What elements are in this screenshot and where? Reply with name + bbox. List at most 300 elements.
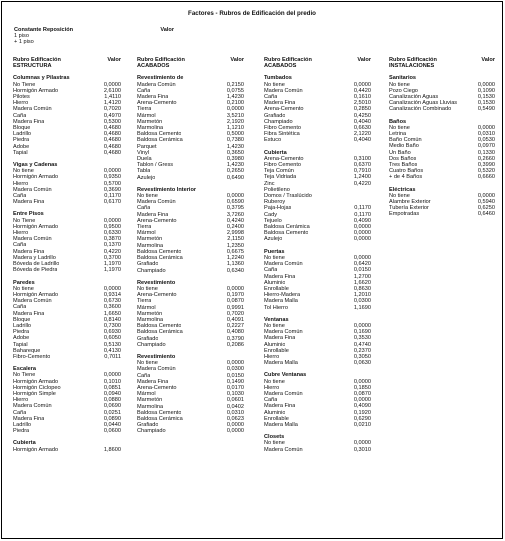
row-value: 0,6660 (477, 174, 495, 181)
row-label: Hormigón Armado (13, 223, 59, 230)
row-label: Champiado (137, 428, 166, 435)
row-value: 0,3010 (353, 446, 371, 453)
column-header-labels (137, 57, 185, 69)
row-value: 0,0940 (103, 390, 121, 397)
column-header-category: ESTRUCTURA (13, 63, 52, 70)
row-label: Domos / Traslúcido (264, 193, 312, 200)
row-value: 0,1920 (353, 409, 371, 416)
row-label: Madera Común (137, 366, 176, 373)
row-label: Hormigón Ciclopeo (13, 384, 61, 391)
row-value: 0,0000 (103, 285, 121, 292)
row-value: 0,0000 (353, 230, 371, 237)
row-label: Cuatro Baños (389, 168, 424, 175)
row-label: Mármol (137, 304, 156, 311)
row-value: 0,4420 (353, 87, 371, 94)
row-label: Piedra (13, 329, 30, 336)
row-value: 0,0000 (353, 378, 371, 385)
row-value: 0,0000 (353, 224, 371, 231)
row-label: Un Baño (389, 149, 411, 156)
column-header-title: Rubro Edificación (13, 57, 61, 63)
row-label: No tiene (264, 81, 285, 88)
row-label: Teja Vidriada (264, 174, 297, 181)
row-label: Polietileno (264, 186, 290, 193)
table-row (13, 354, 121, 360)
column-header-title: Rubro Edificación (137, 57, 185, 63)
row-label: Hormigón Armado (13, 446, 59, 453)
column-estructura (13, 57, 121, 453)
row-value: 0,2227 (226, 323, 244, 330)
row-value: 0,4680 (103, 143, 121, 150)
column-header-value: Valor (481, 57, 495, 63)
section-title: Baños (389, 118, 407, 125)
row-label: Tierra (137, 298, 152, 305)
row-value: 0,3650 (226, 149, 244, 156)
row-value: 0,7910 (353, 168, 371, 175)
row-label: Enrollable (264, 415, 289, 422)
row-value: 0,0623 (226, 415, 244, 422)
row-value: 0,1490 (226, 378, 244, 385)
row-value: 0,0000 (226, 193, 244, 200)
row-value: 0,4240 (226, 217, 244, 224)
row-value: 0,8140 (103, 316, 121, 323)
row-value: 1,4230 (226, 162, 244, 169)
row-value: 0,7020 (103, 106, 121, 113)
table-row (389, 211, 495, 217)
row-label: Parquet (137, 143, 157, 150)
section-title: Revestimiento (137, 353, 176, 360)
table-row (13, 150, 121, 156)
row-label: Pozo Ciego (389, 87, 418, 94)
row-label: Baldosa Cerámica (264, 224, 310, 231)
row-label: Champiado (137, 341, 166, 348)
row-label: Madera Común (264, 87, 303, 94)
row-label: Tol Hierro (264, 304, 288, 311)
row-value: 0,2150 (226, 81, 244, 88)
column-header-category: ACABADOS (264, 63, 297, 70)
row-label: Caña (264, 397, 278, 404)
row-label: Madera Malla (264, 298, 298, 305)
row-value: 0,1610 (353, 94, 371, 101)
row-label: Bahareque (13, 347, 41, 354)
column-instalaciones (389, 57, 495, 218)
row-label: Champiado (137, 267, 166, 274)
row-value: 0,0870 (226, 298, 244, 305)
row-value: 0,0000 (353, 322, 371, 329)
section-title: Entre Pisos (13, 211, 44, 218)
reposition-row-label: 1 piso (14, 33, 29, 40)
section-title: Cubierta (13, 440, 36, 447)
document-title: Factores - Rubros de Edificación del predio (188, 10, 316, 17)
row-value: 0,0000 (477, 124, 495, 131)
row-label: Tabla (137, 168, 151, 175)
row-value: 1,1970 (103, 261, 121, 268)
row-value: 0,0000 (103, 372, 121, 379)
column-header-labels (264, 57, 312, 69)
row-value: 0,0000 (226, 285, 244, 292)
row-label: Duela (137, 156, 152, 163)
row-value: 0,0890 (103, 415, 121, 422)
row-value: 0,6250 (477, 205, 495, 212)
row-value: 0,6630 (353, 125, 371, 132)
row-value: 0,1530 (477, 100, 495, 107)
row-label: Arena-Cemento (264, 106, 304, 113)
row-value: 3,5210 (226, 112, 244, 119)
row-label: No Tiene (13, 217, 36, 224)
row-label: Baldosa Cemento (137, 131, 182, 138)
row-value: 0,4090 (353, 217, 371, 224)
row-label: Tejuelo (264, 217, 282, 224)
row-label: Cady (264, 211, 278, 218)
row-label: Marmolina (137, 316, 164, 323)
row-value: 0,4250 (353, 112, 371, 119)
row-value: 0,6460 (477, 211, 495, 218)
row-value: 0,5700 (103, 180, 121, 187)
section-title: Cubre Ventanas (264, 372, 307, 379)
row-label: Caña (137, 372, 151, 379)
row-label: Baldosa Cerámica (137, 255, 183, 262)
row-label: Hormigón Armado (13, 87, 59, 94)
table-row (264, 360, 371, 366)
row-value: 0,3530 (353, 335, 371, 342)
row-label: Azulejo (264, 236, 283, 243)
row-value: 0,6930 (103, 329, 121, 336)
row-label: Madera Fina (264, 100, 296, 107)
row-value: 0,0601 (226, 397, 244, 404)
row-label: Hierro-Madera (264, 292, 301, 299)
row-value: 2,1920 (226, 118, 244, 125)
column-header (264, 57, 371, 69)
row-label: Baldosa Cemento (264, 230, 309, 237)
row-label: No tiene (264, 440, 285, 447)
row-value: 0,3870 (103, 236, 121, 243)
row-label: No tiene (137, 285, 158, 292)
row-label: Bóveda de Ladrillo (13, 261, 60, 268)
row-label: Caña (264, 267, 278, 274)
row-label: Madera Común (264, 390, 303, 397)
row-value: 0,9500 (103, 223, 121, 230)
row-label: Marmolina (137, 242, 164, 249)
row-label: Marmolina (137, 403, 164, 410)
row-value: 0,4091 (226, 316, 244, 323)
table-row (13, 267, 121, 273)
row-label: Tapial (13, 341, 28, 348)
row-label: Arena-Cemento (137, 384, 177, 391)
row-value: 0,1330 (477, 149, 495, 156)
row-value: 1,2010 (353, 292, 371, 299)
row-label: Aluminio (264, 279, 286, 286)
row-label: Fibro-Cemento (13, 353, 51, 360)
row-value: 0,3600 (103, 304, 121, 311)
row-label: Madera Fina (264, 335, 296, 342)
row-value: 0,0000 (103, 217, 121, 224)
row-label: Zinc (264, 180, 275, 187)
row-value: 0,1370 (103, 242, 121, 249)
section-title: Revestimiento (137, 279, 176, 286)
row-label: Empotradas (389, 211, 420, 218)
table-row (13, 428, 121, 434)
row-value: 0,0310 (477, 131, 495, 138)
row-value: 0,4740 (353, 341, 371, 348)
row-value: 0,0000 (353, 236, 371, 243)
row-label: Mármol (137, 391, 156, 398)
row-value: 0,4220 (103, 248, 121, 255)
row-value: 0,1530 (477, 94, 495, 101)
row-value: 0,0530 (477, 137, 495, 144)
row-label: Baldosa Cemento (137, 248, 182, 255)
row-label: No tiene (137, 193, 158, 200)
row-value: 0,3690 (103, 186, 121, 193)
row-label: Ladrillo (13, 322, 32, 329)
row-value: 0,1030 (226, 391, 244, 398)
row-value: 0,0310 (226, 409, 244, 416)
row-value: 0,4680 (103, 131, 121, 138)
row-value: 0,2370 (353, 347, 371, 354)
row-value: 1,2700 (353, 273, 371, 280)
row-label: Arena-Cemento (264, 155, 304, 162)
row-value: 2,6100 (103, 87, 121, 94)
row-label: Tapial (13, 149, 28, 156)
row-value: 2,1150 (227, 236, 244, 243)
row-label: Estuco (264, 137, 282, 144)
column-header (389, 57, 495, 69)
row-value: 2,9998 (226, 230, 244, 237)
row-value: 0,4130 (103, 347, 121, 354)
row-label: No Tiene (13, 372, 36, 379)
row-label: Letrina (389, 131, 407, 138)
row-label: Caña (13, 193, 27, 200)
column-header-category: ACABADOS (137, 63, 170, 70)
row-label: Paja-Hojas (264, 205, 292, 212)
row-value: 0,0880 (103, 397, 121, 404)
row-value: 0,1170 (104, 193, 121, 200)
section-title: Vigas y Cadenas (13, 162, 58, 169)
row-label: Pilotes (13, 94, 30, 101)
reposition-constant-block (14, 27, 174, 46)
row-value: 0,3980 (226, 156, 244, 163)
row-label: Teja Común (264, 168, 294, 175)
table-row (137, 175, 244, 181)
row-value: 0,0300 (353, 298, 371, 305)
row-label: Mármol (137, 112, 156, 119)
reposition-row-label: + 1 piso (14, 39, 34, 46)
row-value: 0,4680 (103, 137, 121, 144)
row-label: Bloque (13, 316, 31, 323)
row-label: No Tiene (13, 81, 36, 88)
row-label: Vinyl (137, 149, 150, 156)
section-title: Closets (264, 434, 285, 441)
row-value: 0,5000 (226, 131, 244, 138)
row-label: No tiene (264, 322, 285, 329)
row-label: Tres Baños (389, 162, 418, 169)
section-title: Puertas (264, 248, 285, 255)
section-title: Ventanas (264, 316, 289, 323)
row-label: Caña (13, 242, 27, 249)
row-value: 0,0402 (226, 403, 244, 410)
row-label: Arena-Cemento (137, 292, 177, 299)
row-label: Bóveda de Piedra (13, 267, 58, 274)
row-label: Hormigón Simple (13, 390, 56, 397)
row-label: No tiene (13, 168, 34, 175)
row-value: 0,7011 (104, 353, 121, 360)
row-value: 0,4080 (226, 329, 244, 336)
row-label: Madera Fina (13, 118, 45, 125)
row-value: 0,0851 (103, 384, 121, 391)
document-sheet (1, 1, 503, 539)
row-label: Champiado (264, 118, 293, 125)
row-label: Madera Fina (13, 248, 45, 255)
reposition-header-label: Constante Reposición (14, 27, 74, 33)
row-value: 0,0000 (226, 106, 244, 113)
row-value: 0,0970 (477, 143, 495, 150)
row-value: 0,3990 (477, 162, 495, 169)
row-label: Piedra (13, 428, 30, 435)
row-value: 0,0000 (226, 360, 244, 367)
row-value: 1,1690 (353, 304, 371, 311)
row-value: 1,2350 (226, 242, 244, 249)
row-value: 0,6290 (353, 415, 371, 422)
row-value: 0,0000 (103, 81, 121, 88)
row-value: 1,4120 (103, 100, 121, 107)
row-value: 0,5940 (477, 199, 495, 206)
row-value: 0,6330 (103, 230, 121, 237)
row-value: 0,6370 (353, 162, 371, 169)
row-label: Madera Fina (137, 211, 169, 218)
row-label: No tiene (137, 360, 158, 367)
row-label: Canalización Aguas Lluvias (389, 100, 458, 107)
row-value: 0,0170 (226, 384, 244, 391)
row-label: Enrollable (264, 285, 289, 292)
row-label: Madera y Ladrillo (13, 254, 56, 261)
row-value: 0,7380 (226, 137, 244, 144)
row-value: 1,2400 (353, 174, 371, 181)
row-value: 0,6590 (226, 199, 244, 206)
row-value: 0,0870 (353, 390, 371, 397)
row-value: 0,2100 (226, 100, 244, 107)
row-value: 0,8630 (353, 285, 371, 292)
row-label: Ruberoy (264, 199, 286, 206)
row-value: 0,6675 (226, 248, 244, 255)
row-value: 0,2400 (226, 224, 244, 231)
row-label: Canalización Combinado (389, 106, 452, 113)
row-label: Hormigón Armado (13, 291, 59, 298)
row-value: 0,0000 (226, 422, 244, 429)
row-value: 1,1970 (103, 267, 121, 274)
row-label: No tiene (389, 81, 410, 88)
row-label: Adobe (13, 143, 30, 150)
row-label: Hormigón Armado (13, 174, 59, 181)
reposition-row (14, 39, 174, 45)
column-header (137, 57, 244, 69)
row-label: Madera Fina (13, 310, 45, 317)
row-label: Madera Fina (13, 199, 45, 206)
row-value: 0,0251 (103, 409, 121, 416)
row-value: 2,1220 (353, 131, 371, 138)
column-header-value: Valor (230, 57, 244, 63)
row-label: Madera Fina (264, 273, 296, 280)
row-value: 0,0000 (353, 397, 371, 404)
row-label: Tierra (137, 106, 152, 113)
section-title: Paredes (13, 279, 35, 286)
row-label: Hierro (264, 384, 280, 391)
row-value: 0,2650 (226, 168, 244, 175)
row-label: No tiene (389, 192, 410, 199)
section-title: Tumbados (264, 75, 292, 82)
row-value: 0,4090 (353, 403, 371, 410)
row-value: 0,4970 (103, 112, 121, 119)
table-row (13, 199, 121, 205)
row-value: 0,0600 (103, 428, 121, 435)
row-label: Caña (264, 94, 278, 101)
row-label: Medio Baño (389, 143, 419, 150)
row-value: 0,9991 (226, 304, 244, 311)
section-title: Revestimiento de (137, 75, 184, 82)
row-value: 0,0000 (353, 81, 371, 88)
row-value: 0,3100 (353, 155, 371, 162)
row-label: Mármol (137, 230, 156, 237)
column-header-title: Rubro Edificación (264, 57, 312, 63)
column-header-category: INSTALACIONES (389, 63, 435, 70)
column-header-value: Valor (357, 57, 371, 63)
row-value: 0,2086 (226, 341, 244, 348)
row-label: Madera Común (137, 199, 176, 206)
row-label: Caña (137, 87, 151, 94)
section-title: Eléctricas (389, 186, 416, 193)
row-value: 0,1970 (226, 292, 244, 299)
row-value: 0,0000 (353, 440, 371, 447)
row-label: Ladrillo (13, 131, 32, 138)
row-value: 0,3700 (103, 254, 121, 261)
row-value: 0,9314 (103, 291, 121, 298)
row-label: Piedra (13, 137, 30, 144)
row-value: 0,4680 (103, 149, 121, 156)
row-value: 1,2240 (226, 255, 244, 262)
row-value: 0,6170 (103, 199, 121, 206)
row-label: Madera Común (264, 329, 303, 336)
row-value: 0,6490 (226, 174, 244, 181)
row-label: Arena-Cemento (137, 100, 177, 107)
section-title: Columnas y Pilastras (13, 75, 70, 82)
table-row (264, 422, 371, 428)
row-label: Marmolina (137, 125, 164, 132)
row-value: 0,0150 (226, 372, 244, 379)
row-value: 0,0440 (103, 421, 121, 428)
table-row (13, 447, 121, 453)
section-title: Revestimiento Interior (137, 186, 197, 193)
column-acabados-2 (264, 57, 371, 453)
row-label: No tiene (264, 378, 285, 385)
row-label: Madera Común (137, 81, 176, 88)
row-value: 0,5320 (477, 168, 495, 175)
column-header-labels (13, 57, 61, 69)
row-value: 0,1010 (103, 378, 121, 385)
row-value: 0,6730 (103, 298, 121, 305)
table-row (389, 106, 495, 112)
table-row (137, 268, 244, 274)
row-label: Madera Común (13, 186, 52, 193)
row-label: Madera Común (264, 446, 303, 453)
row-value: 0,0300 (226, 366, 244, 373)
row-label: Baldosa Cerámica (137, 329, 183, 336)
row-value: 0,0690 (103, 403, 121, 410)
column-header-title: Rubro Edificación (389, 57, 437, 63)
table-row (264, 137, 371, 143)
row-label: Aluminio (264, 341, 286, 348)
row-value: 0,1170 (354, 211, 371, 218)
row-label: Ladrillo (13, 421, 32, 428)
row-value: 2,5010 (353, 100, 371, 107)
row-label: Alambre Exterior (389, 199, 431, 206)
row-label: Caña (13, 112, 27, 119)
